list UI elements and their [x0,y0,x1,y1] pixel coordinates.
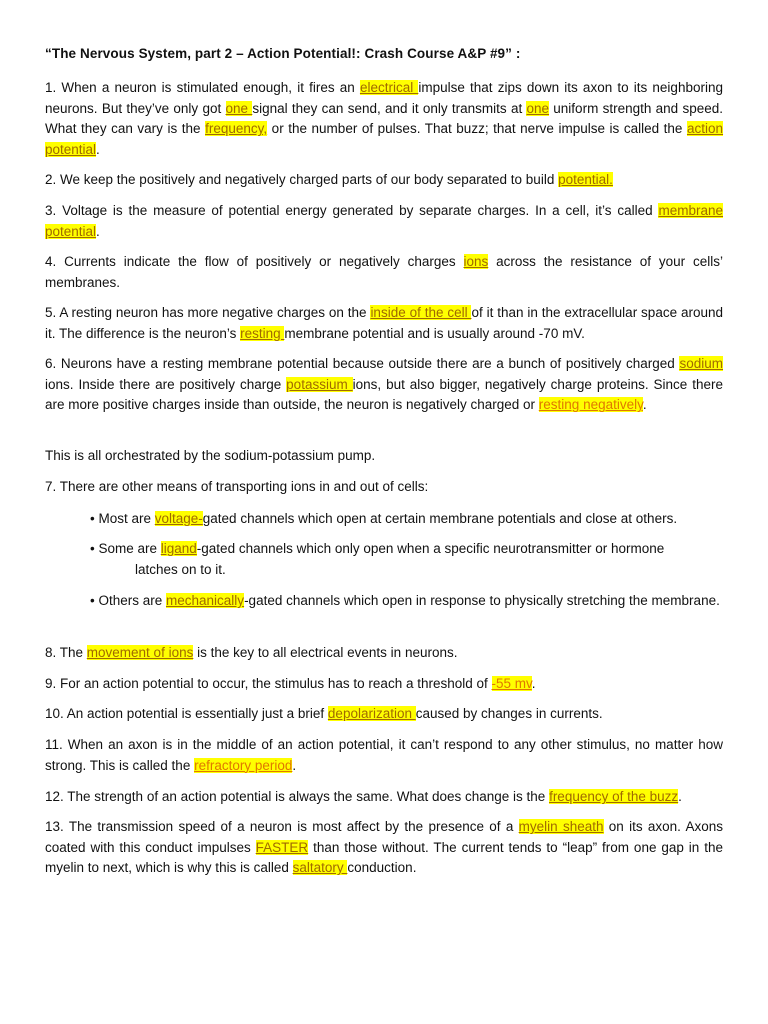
paragraph-3: 3. Voltage is the measure of potential energy generated by separate charges. In a cell, it’s called membrane potential. [45,203,723,239]
highlight-movement-of-ions: movement of ions [86,645,194,660]
highlight-electrical: electrical [359,80,419,95]
highlight-depolarization: depolarization [327,706,416,721]
highlight-frequency: frequency, [205,121,268,137]
paragraph-10: 10. An action potential is essentially just a brief depolarization caused by changes in currents. [45,706,603,721]
highlight-one: one [225,100,253,116]
highlight-myelin-sheath: myelin sheath [518,819,604,834]
highlight-sodium: sodium [679,356,723,371]
paragraph-12: 12. The strength of an action potential is always the same. What does change is the frequency of the buzz. [45,789,682,804]
paragraph-5: 5. A resting neuron has more negative charges on the inside of the cell of it than in the extracellular space around it. The difference is the neuron’s resting membrane potential and is usually around -70 mV. [45,305,723,341]
highlight-one-2: one [526,100,550,116]
bullet-ligand-gated: • Some are ligand-gated channels which only open when a specific neurotransmitter or hormone latches on to it. [90,541,665,577]
document-title: “The Nervous System, part 2 – Action Potential!: Crash Course A&P #9” : [45,46,521,61]
highlight-frequency-of-the-buzz: frequency of the buzz [549,789,679,804]
bullet-voltage-gated: • Most are voltage-gated channels which open at certain membrane potentials and close at others. [90,511,678,526]
highlight-mechanically: mechanically [166,593,245,608]
highlight-inside-of-the-cell: inside of the cell [370,305,472,320]
paragraph-pump: This is all orchestrated by the sodium-potassium pump. [45,448,376,463]
highlight-ions: ions [463,254,489,269]
highlight-action-potential: action potential [45,121,724,157]
bullet-mechanically-gated: • Others are mechanically-gated channels which open in response to physically stretching the membrane. [90,593,720,608]
highlight-potential: potential. [558,172,613,187]
paragraph-1: 1. When a neuron is stimulated enough, it fires an electrical impulse that zips down its axon to its neighboring neurons. But they’ve only got one signal they can send, and it only transmits at one uniform strength and speed. What they can vary is the frequency, or the number of pulses. That buzz; that nerve impulse is called the action potential. [45,80,724,157]
highlight-faster: FASTER [255,839,309,855]
highlight-refractory-period: refractory period [194,757,293,773]
highlight-threshold: -55 mv [491,676,532,691]
highlight-ligand: ligand [160,541,197,556]
paragraph-7: 7. There are other means of transporting ions in and out of cells: [45,479,429,494]
highlight-resting-negatively: resting negatively [538,397,643,413]
paragraph-9: 9. For an action potential to occur, the stimulus has to reach a threshold of -55 mv. [45,676,536,691]
highlight-potassium: potassium [286,376,353,392]
highlight-membrane-potential: membrane potential [45,203,723,239]
highlight-resting: resting [240,325,285,341]
paragraph-8: 8. The movement of ions is the key to all electrical events in neurons. [45,645,458,660]
highlight-voltage: voltage- [154,511,203,526]
paragraph-4: 4. Currents indicate the flow of positively or negatively charges ions across the resistance of your cells’ membranes. [45,254,723,290]
paragraph-2: 2. We keep the positively and negatively charged parts of our body separated to build potential. [45,172,613,187]
paragraph-13: 13. The transmission speed of a neuron is most affect by the presence of a myelin sheath on its axon. Axons coated with this conduct impulses FASTER than those without. The current tends to “leap” from one gap in the myelin to next, which is why this is called saltatory conduction. [45,819,723,876]
paragraph-11: 11. When an axon is in the middle of an action potential, it can’t respond to any other stimulus, no matter how strong. This is called the refractory period. [45,737,723,773]
highlight-saltatory: saltatory [292,860,348,876]
paragraph-6: 6. Neurons have a resting membrane potential because outside there are a bunch of positively charged sodium ions. Inside there are positively charge potassium ions, but also bigger, negatively charge proteins. Since there are more positive charges inside than outside, the neuron is negatively charged or resting negatively. [45,356,723,413]
